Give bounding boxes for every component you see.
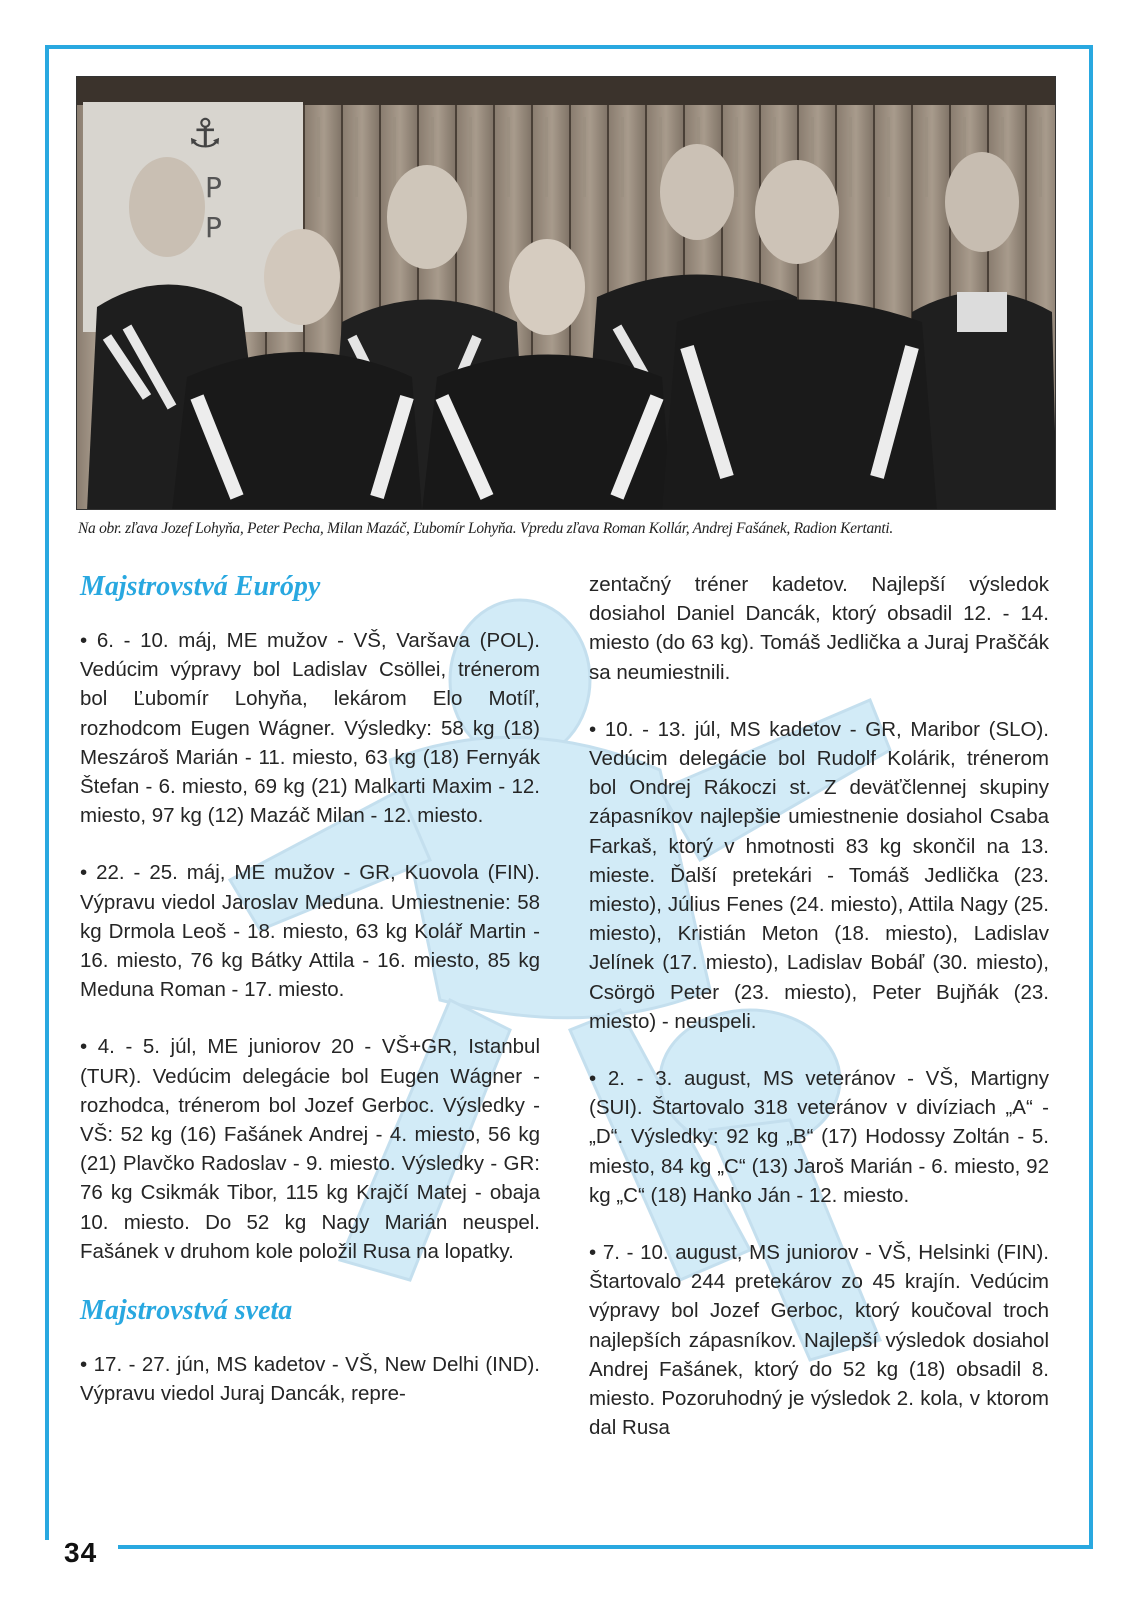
photo-caption: Na obr. zľava Jozef Lohyňa, Peter Pecha, Milan Mazáč, Ľubomír Lohyňa. Vpredu zľava Roman Kollár, Andrej Fašánek, Radion Kertanti.: [78, 520, 893, 537]
left-column: [80, 570, 540, 1408]
svg-text:P: P: [205, 211, 222, 244]
heading-world-championships: Majstrovstvá sveta: [80, 1295, 293, 1327]
svg-text:⚓: ⚓: [187, 111, 223, 157]
entry-ms-juniorov: • 7. - 10. august, MS juniorov - VŠ, Helsinki (FIN). Štartovalo 244 pretekárov zo 45 krajín. Vedúcim výpravy bol Jozef Gerboc, ktorý koučoval troch najlepších zápasníkov. Najlepší výsledok dosiahol Andrej Fašánek, ktorý do 52 kg (18) obsadil 8. miesto. Pozoruhodný je výsledok 2. kola, v ktorom dal Rusa: [589, 1241, 1049, 1440]
page-number: 34: [64, 1537, 98, 1568]
heading-european-championships: Majstrovstvá Európy: [80, 571, 321, 602]
entry-me-muzov-vs: • 6. - 10. máj, ME mužov - VŠ, Varšava (POL). Vedúcim výpravy bol Ladislav Csöllei, trénerom bol Ľubomír Lohyňa, lekárom Elo Motíľ, rozhodcom Eugen Wágner. Výsledky: 58 kg (18) Meszároš Marián - 11. miesto, 63 kg (18) Fernyák Štefan - 6. miesto, 69 kg (21) Malkarti Maxim - 12. miesto, 97 kg (12) Mazáč Milan - 12. miesto.: [80, 629, 540, 828]
right-column: [589, 570, 1049, 1442]
entry-ms-kadetov-gr: • 10. - 13. júl, MS kadetov - GR, Maribor (SLO). Vedúcim delegácie bol Rudolf Kolárik, trénerom bol Ondrej Rákoczi st. Z deväťčlennej skupiny zápasníkov najlepšie umiestnenie dosiahol Csaba Farkaš, ktorý v hmotnosti 83 kg skončil na 13. mieste. Ďalší pretekári - Tomáš Jedlička (23. miesto), Július Fenes (24. miesto), Attila Nagy (25. miesto), Kristián Meton (18. miesto), Ladislav Jelínek (17. miesto), Ladislav Bobáľ (30. miesto), Csörgö Peter (23. miesto), Peter Bujňák (23. miesto) - neuspeli.: [589, 717, 1049, 1033]
team-photo: [76, 76, 1056, 510]
entry-ms-kadetov-vs: • 17. - 27. jún, MS kadetov - VŠ, New Delhi (IND). Výpravu viedol Juraj Dancák, repre-: [80, 1353, 540, 1406]
entry-ms-kadetov-vs-cont: zentačný tréner kadetov. Najlepší výsledok dosiahol Daniel Dancák, ktorý obsadil 12. - 14. miesto (do 63 kg). Tomáš Jedlička a Juraj Praščák sa neumiestnili.: [589, 573, 1049, 684]
entry-ms-veteranov: • 2. - 3. august, MS veteránov - VŠ, Martigny (SUI). Štartovalo 318 veteránov v divíziach „A“ - „D“. Výsledky: 92 kg „B“ (17) Hodossy Zoltán - 5. miesto, 84 kg „C“ (13) Jaroš Marián - 6. miesto, 92 kg „C“ (18) Hanko Ján - 12. miesto.: [589, 1067, 1049, 1207]
team-photo-image: [77, 77, 1056, 510]
svg-text:P: P: [205, 171, 222, 204]
entry-me-muzov-gr: • 22. - 25. máj, ME mužov - GR, Kuovola (FIN). Výpravu viedol Jaroslav Meduna. Umiestnenie: 58 kg Drmola Leoš - 18. miesto, 63 kg Kolář Martin - 16. miesto, 76 kg Bátky Attila - 16. miesto, 85 kg Meduna Roman - 17. miesto.: [80, 861, 540, 1002]
entry-me-juniorov: • 4. - 5. júl, ME juniorov 20 - VŠ+GR, Istanbul (TUR). Vedúcim delegácie bol Eugen Wágner - rozhodca, trénerom bol Jozef Gerboc. Výsledky - VŠ: 52 kg (16) Fašánek Andrej - 4. miesto, 56 kg (21) Plavčko Radoslav - 9. miesto. Výsledky - GR: 76 kg Csikmák Tibor, 115 kg Krajčí Matej - obaja 10. miesto. Do 52 kg Nagy Marián neuspel. Fašánek v druhom kole položil Rusa na lopatky.: [80, 1035, 540, 1263]
